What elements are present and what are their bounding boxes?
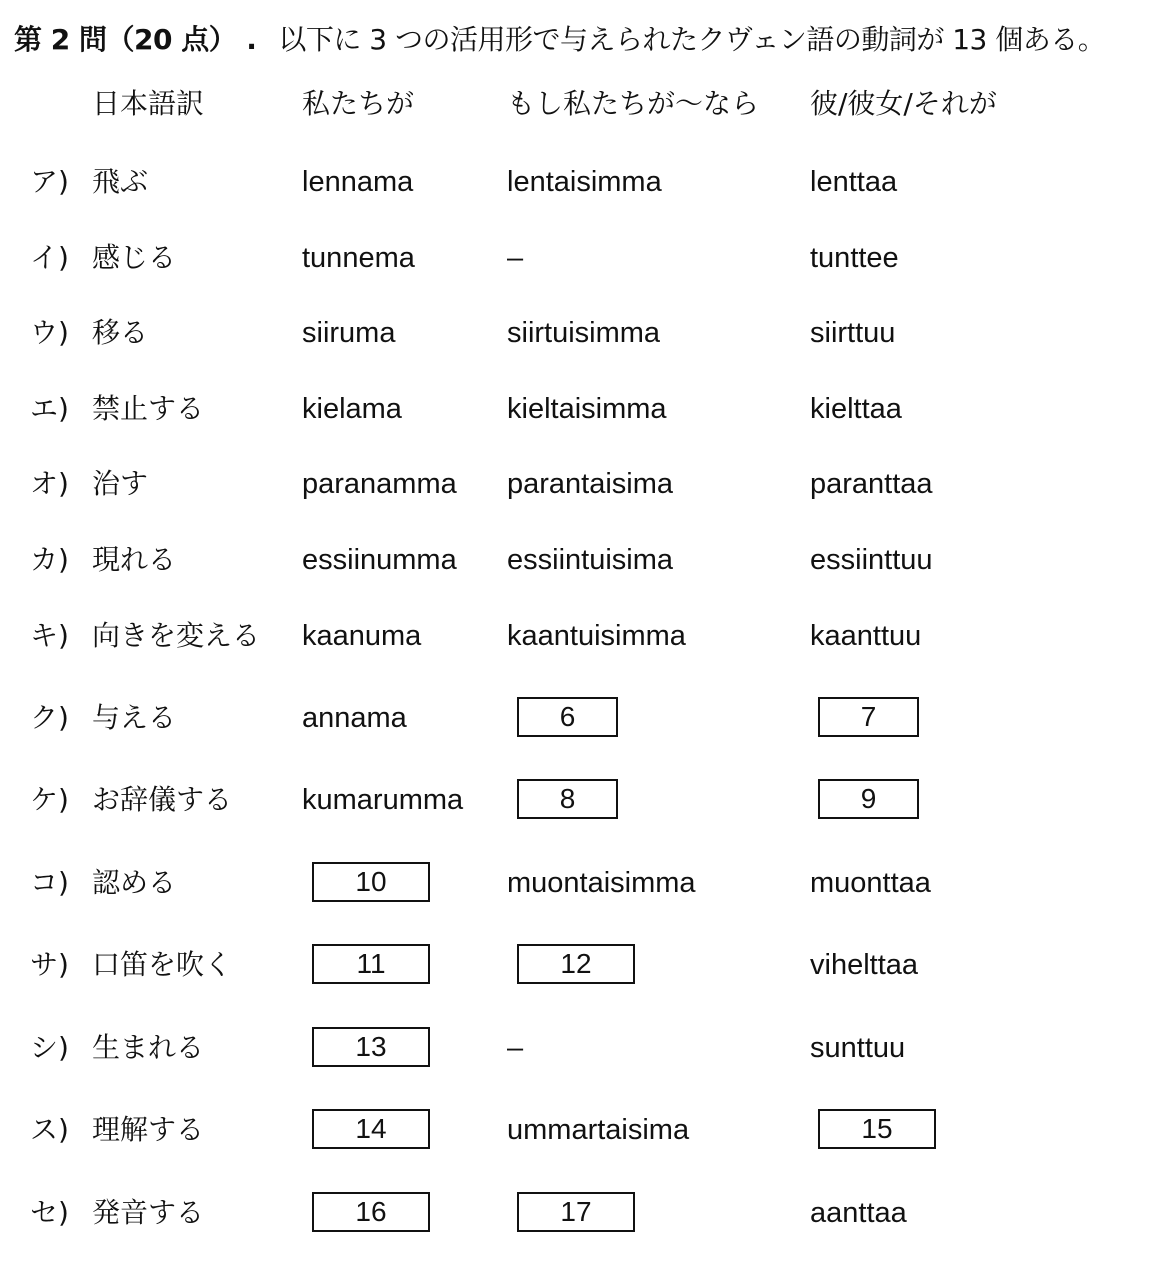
form-we: essiinumma bbox=[302, 544, 457, 576]
form-we: paranamma bbox=[302, 468, 457, 500]
form-if-we: muontaisimma bbox=[507, 867, 696, 899]
answer-box-14[interactable]: 14 bbox=[312, 1109, 430, 1149]
form-we: kumarumma bbox=[302, 784, 464, 816]
japanese-gloss: 現れる bbox=[92, 543, 177, 576]
form-if-we: lentaisimma bbox=[507, 166, 662, 198]
japanese-gloss: 向きを変える bbox=[92, 619, 261, 652]
row-label: ス) bbox=[30, 1113, 69, 1146]
table-row bbox=[0, 1106, 1170, 1154]
answer-box-12[interactable]: 12 bbox=[517, 944, 635, 984]
form-third: aanttaa bbox=[810, 1197, 907, 1229]
japanese-gloss: 飛ぶ bbox=[92, 165, 149, 198]
header-we: 私たちが bbox=[302, 87, 415, 120]
japanese-gloss: 生まれる bbox=[92, 1031, 205, 1064]
form-third: essiinttuu bbox=[810, 544, 933, 576]
japanese-gloss: 禁止する bbox=[92, 392, 205, 425]
table-row bbox=[0, 859, 1170, 907]
row-label: オ) bbox=[30, 467, 69, 500]
answer-box-15[interactable]: 15 bbox=[818, 1109, 936, 1149]
answer-box-6[interactable]: 6 bbox=[517, 697, 618, 737]
form-if-we: essiintuisima bbox=[507, 544, 673, 576]
table-row bbox=[0, 536, 1170, 584]
form-third: kielttaa bbox=[810, 393, 902, 425]
form-third: paranttaa bbox=[810, 468, 933, 500]
table-row bbox=[0, 612, 1170, 660]
japanese-gloss: 感じる bbox=[92, 241, 177, 274]
form-third: kaanttuu bbox=[810, 620, 922, 652]
form-we: kaanuma bbox=[302, 620, 422, 652]
header-japanese: 日本語訳 bbox=[92, 87, 205, 120]
row-label: イ) bbox=[30, 241, 69, 274]
form-if-we: kieltaisimma bbox=[507, 393, 667, 425]
form-third: sunttuu bbox=[810, 1032, 906, 1064]
form-we: kielama bbox=[302, 393, 402, 425]
japanese-gloss: 理解する bbox=[92, 1113, 205, 1146]
row-label: ア) bbox=[30, 165, 69, 198]
form-if-we: – bbox=[507, 242, 524, 274]
form-third: vihelttaa bbox=[810, 949, 919, 981]
answer-box-8[interactable]: 8 bbox=[517, 779, 618, 819]
row-label: シ) bbox=[30, 1031, 69, 1064]
answer-box-17[interactable]: 17 bbox=[517, 1192, 635, 1232]
table-row bbox=[0, 234, 1170, 282]
table-row bbox=[0, 158, 1170, 206]
form-if-we: siirtuisimma bbox=[507, 317, 661, 349]
table-row bbox=[0, 385, 1170, 433]
header-he-she-it: 彼/彼女/それが bbox=[810, 87, 997, 120]
problem-title bbox=[14, 22, 1105, 58]
form-we: siiruma bbox=[302, 317, 396, 349]
answer-box-11[interactable]: 11 bbox=[312, 944, 430, 984]
japanese-gloss: 与える bbox=[92, 701, 177, 734]
problem-intro: 以下に 3 つの活用形で与えられたクヴェン語の動詞が 13 個ある。 bbox=[278, 23, 1106, 56]
row-label: カ) bbox=[30, 543, 69, 576]
row-label: ク) bbox=[30, 701, 69, 734]
form-third: lenttaa bbox=[810, 166, 898, 198]
problem-number: 第 2 問（20 点） bbox=[14, 23, 237, 56]
answer-box-13[interactable]: 13 bbox=[312, 1027, 430, 1067]
row-label: セ) bbox=[30, 1196, 69, 1229]
table-row bbox=[0, 460, 1170, 508]
answer-box-7[interactable]: 7 bbox=[818, 697, 919, 737]
japanese-gloss: お辞儀する bbox=[92, 783, 233, 816]
row-label: ウ) bbox=[30, 316, 69, 349]
answer-box-10[interactable]: 10 bbox=[312, 862, 430, 902]
form-third: muonttaa bbox=[810, 867, 931, 899]
answer-box-16[interactable]: 16 bbox=[312, 1192, 430, 1232]
form-if-we: ummartaisima bbox=[507, 1114, 690, 1146]
form-if-we: kaantuisimma bbox=[507, 620, 686, 652]
header-if-we: もし私たちが〜なら bbox=[507, 87, 760, 120]
japanese-gloss: 認める bbox=[92, 866, 177, 899]
japanese-gloss: 口笛を吹く bbox=[92, 948, 233, 981]
row-label: コ) bbox=[30, 866, 69, 899]
table-row bbox=[0, 694, 1170, 742]
form-if-we: parantaisima bbox=[507, 468, 674, 500]
table-row bbox=[0, 776, 1170, 824]
row-label: ケ) bbox=[30, 783, 69, 816]
japanese-gloss: 発音する bbox=[92, 1196, 205, 1229]
form-we: tunnema bbox=[302, 242, 415, 274]
table-row bbox=[0, 1189, 1170, 1237]
form-we: annama bbox=[302, 702, 407, 734]
problem-period: . bbox=[246, 23, 257, 56]
table-row bbox=[0, 309, 1170, 357]
table-row bbox=[0, 941, 1170, 989]
japanese-gloss: 移る bbox=[92, 316, 149, 349]
form-third: tunttee bbox=[810, 242, 899, 274]
japanese-gloss: 治す bbox=[92, 467, 149, 500]
row-label: エ) bbox=[30, 392, 69, 425]
form-third: siirttuu bbox=[810, 317, 896, 349]
form-if-we: – bbox=[507, 1032, 524, 1064]
answer-box-9[interactable]: 9 bbox=[818, 779, 919, 819]
table-row bbox=[0, 1024, 1170, 1072]
row-label: サ) bbox=[30, 948, 69, 981]
row-label: キ) bbox=[30, 619, 69, 652]
form-we: lennama bbox=[302, 166, 414, 198]
